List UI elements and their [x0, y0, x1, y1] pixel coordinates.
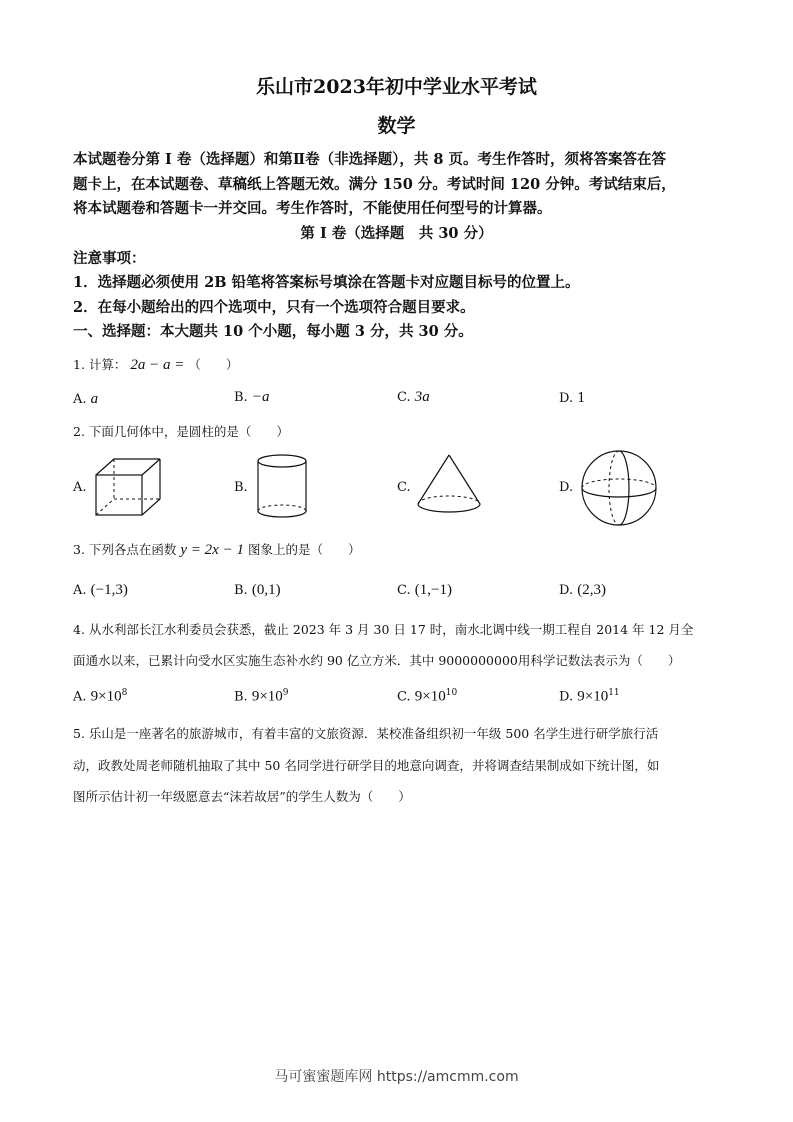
q3-option-b	[234, 582, 281, 599]
option-exponent: 11	[608, 688, 620, 698]
q4-option-a	[73, 688, 127, 705]
option-exponent: 9	[282, 688, 289, 698]
question-1-formula: 2a − a =	[130, 357, 185, 373]
q4-option-b	[234, 688, 289, 705]
note-item-2: 2．在每小题给出的四个选项中，只有一个选项符合题目要求。	[73, 299, 475, 316]
option-label: B.	[234, 583, 248, 598]
option-label: A.	[73, 392, 87, 407]
option-exponent: 10	[445, 688, 458, 698]
option-label: B.	[234, 390, 248, 405]
option-label: D.	[559, 583, 574, 598]
exam-title: 乐山市2023年初中学业水平考试	[256, 76, 537, 98]
question-3-suffix: 图象上的是（ ）	[247, 542, 361, 557]
option-label: B.	[234, 689, 248, 705]
q2-option-a-label: A.	[73, 480, 87, 495]
question-3-stem	[73, 540, 360, 559]
q3-option-d	[559, 582, 606, 599]
question-1-stem	[73, 355, 238, 374]
option-label: D.	[559, 391, 574, 406]
option-label: C.	[397, 689, 411, 705]
cone-icon	[414, 452, 484, 518]
option-value: (1,−1)	[414, 582, 452, 598]
subject-title: 数学	[377, 115, 416, 137]
option-label: A.	[73, 583, 87, 598]
option-value: (0,1)	[251, 582, 281, 598]
q1-option-d	[559, 391, 586, 406]
q3-option-c	[397, 582, 452, 599]
option-base: 9×10	[251, 688, 283, 705]
option-label: C.	[397, 583, 411, 598]
option-label: D.	[559, 689, 574, 705]
option-value: (2,3)	[577, 582, 606, 598]
q3-option-a	[73, 582, 128, 599]
question-4-line-2: 面通水以来，已累计向受水区实施生态补水约 90 亿立方米．其中 9000000000用科学记数法表示为（ ）	[73, 653, 681, 668]
option-exponent: 8	[121, 688, 128, 698]
question-3-formula: y = 2x − 1	[180, 542, 244, 558]
question-1-prefix: 1. 计算：	[73, 357, 127, 372]
option-label: C.	[397, 390, 411, 405]
option-label: A.	[73, 689, 87, 705]
volume-title: 第 I 卷（选择题 共 30 分）	[300, 225, 493, 242]
sphere-icon	[578, 448, 660, 528]
q4-option-d	[559, 688, 620, 705]
option-base: 9×10	[90, 688, 122, 705]
q1-option-a	[73, 391, 98, 408]
option-value: 3a	[414, 389, 430, 405]
option-value: (−1,3)	[90, 582, 128, 598]
intro-line-2: 题卡上，在本试题卷、草稿纸上答题无效。满分 150 分。考试时间 120 分钟。考试结束后，	[73, 176, 676, 193]
q1-option-c	[397, 389, 430, 406]
option-value: −a	[251, 389, 270, 405]
section-heading: 一、选择题：本大题共 10 个小题，每小题 3 分，共 30 分。	[73, 323, 473, 340]
q4-option-c	[397, 688, 457, 705]
note-item-1: 1．选择题必须使用 2B 铅笔将答案标号填涂在答题卡对应题目标号的位置上。	[73, 274, 580, 291]
intro-line-3: 将本试题卷和答题卡一并交回。考生作答时，不能使用任何型号的计算器。	[73, 200, 552, 217]
cube-icon	[92, 455, 164, 519]
option-value: a	[90, 391, 99, 407]
q2-option-c-label: C.	[397, 480, 411, 495]
question-5-line-2: 动，政教处周老师随机抽取了其中 50 名同学进行研学目的地意向调查，并将调查结果制成如下统计图，如	[73, 758, 660, 773]
option-base: 9×10	[577, 688, 609, 705]
question-5-line-1: 5. 乐山是一座著名的旅游城市，有着丰富的文旅资源．某校准备组织初一年级 500 名学生进行研学旅行活	[73, 726, 659, 741]
intro-line-1: 本试题卷分第 I 卷（选择题）和第Ⅱ卷（非选择题），共 8 页。考生作答时，须将答案答在答	[73, 151, 667, 168]
question-2-stem: 2. 下面几何体中，是圆柱的是（ ）	[73, 424, 289, 439]
q1-option-b	[234, 389, 269, 406]
footer-watermark: 马可蜜蜜题库网 https://amcmm.com	[274, 1069, 519, 1085]
option-base: 9×10	[414, 688, 446, 705]
q2-option-d-label: D.	[559, 480, 574, 495]
cylinder-icon	[254, 452, 310, 522]
option-value: 1	[577, 391, 586, 406]
notes-heading: 注意事项：	[73, 250, 146, 267]
question-4-line-1: 4. 从水利部长江水利委员会获悉，截止 2023 年 3 月 30 日 17 时，南水北调中线一期工程自 2014 年 12 月全	[73, 622, 694, 637]
question-3-prefix: 3. 下列各点在函数	[73, 542, 177, 557]
question-5-line-3: 图所示估计初一年级愿意去“沫若故居”的学生人数为（ ）	[73, 789, 411, 804]
question-1-suffix: （ ）	[188, 357, 239, 372]
q2-option-b-label: B.	[234, 480, 248, 495]
